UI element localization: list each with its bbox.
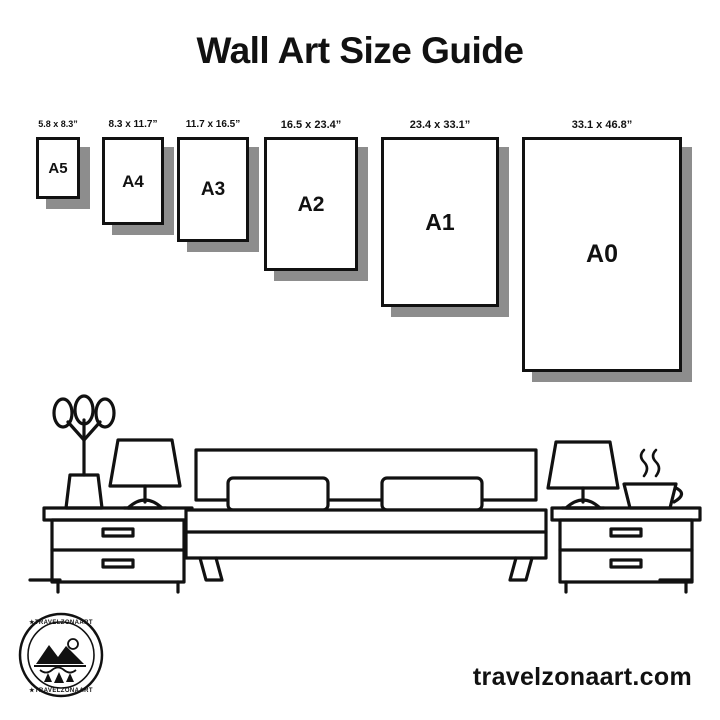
page-title: Wall Art Size Guide	[196, 30, 524, 71]
frame-box	[102, 137, 164, 225]
frame-dimension-label: 11.7 x 16.5”	[185, 119, 241, 130]
frame-size-name: A3	[200, 179, 226, 200]
frame-size-name: A1	[425, 208, 455, 235]
logo-text-top: ★TRAVELZONAART	[29, 620, 93, 626]
frame-box	[522, 137, 682, 372]
website-url: travelzonaart.com	[472, 663, 692, 691]
frame-dimension-label: 23.4 x 33.1”	[409, 119, 471, 131]
frame-dimension-label: 33.1 x 46.8”	[571, 119, 633, 131]
frame-size-name: A0	[586, 240, 618, 268]
frame-box	[36, 137, 80, 199]
frame-box	[177, 137, 249, 242]
frame-size-name: A2	[297, 192, 325, 216]
brand-logo-svg	[18, 612, 104, 698]
frame-dimension-label: 8.3 x 11.7”	[108, 119, 158, 130]
frame-dimension-label: 5.8 x 8.3”	[38, 119, 78, 129]
logo-text-bottom: ★TRAVELZONAART	[29, 688, 93, 694]
right-table-lamp	[548, 442, 618, 508]
bedroom-illustration	[0, 380, 720, 610]
left-nightstand	[44, 508, 192, 592]
coffee-cup	[624, 450, 682, 508]
frame-size-name: A4	[122, 171, 144, 191]
bed	[186, 450, 546, 580]
frame-box	[381, 137, 499, 307]
frame-dimension-label: 16.5 x 23.4”	[280, 119, 342, 131]
brand-logo	[18, 612, 104, 698]
bedroom-svg	[0, 380, 720, 610]
frame-box	[264, 137, 358, 271]
vase-with-flowers	[54, 396, 114, 508]
left-table-lamp	[110, 440, 180, 508]
frame-size-name: A5	[48, 159, 68, 177]
